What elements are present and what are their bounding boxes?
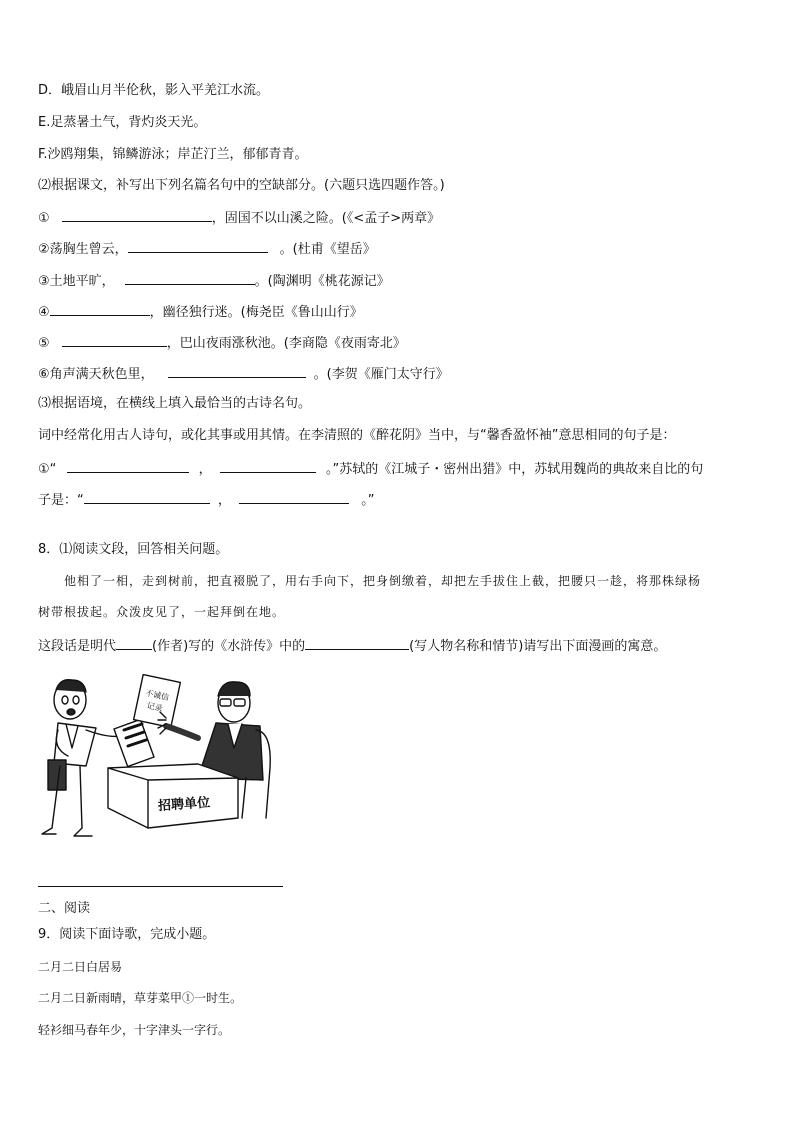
plot-blank[interactable] [305,635,409,650]
fill-item-1: ① ，固国不以山溪之险。(《<孟子>两章》 [38,207,440,228]
option-e: E.足蒸暑土气，背灼炎天光。 [38,115,207,130]
passage-line-2: 树带根拔起。众泼皮见了，一起拜倒在地。 [38,605,286,619]
question-3-context: 词中经常化用古人诗句，或化其事或用其情。在李清照的《醉花阴》当中，与“馨香盈怀袖”意思相同的句子是： [38,428,676,443]
fill-item-6: ⑥角声满天秋色里， 。(李贺《雁门太守行》 [38,363,449,384]
answer-blank[interactable] [84,489,210,504]
option-f: F.沙鸥翔集，锦鳞游泳；岸芷汀兰，郁郁青青。 [38,147,308,162]
answer-blank[interactable] [50,301,150,316]
fill-item-quote-1: ①“ ， 。”苏轼的《江城子・密州出猎》中，苏轼用魏尚的典故来自比的句 [38,458,703,479]
author-blank[interactable] [116,635,152,650]
fill-item-3: ③土地平旷， 。(陶渊明《桃花源记》 [38,270,390,291]
fill-item-4: ④ ，幽径独行迷。(梅尧臣《鲁山山行》 [38,301,363,322]
desk-label: 招聘单位 [157,795,211,815]
record-paper-text-1: 不诚信 [144,688,170,703]
question-2-instruction: ⑵根据课文，补写出下列名篇名句中的空缺部分。(六题只选四题作答。) [38,178,445,193]
answer-blank[interactable] [220,458,316,473]
option-d: D．峨眉山月半伦秋，影入平羌江水流。 [38,83,270,98]
record-paper-text-2: 记录 [145,701,164,714]
section-heading-reading: 二、阅读 [38,901,91,916]
cartoon-illustration [38,668,273,848]
answer-blank[interactable] [62,207,212,222]
answer-blank[interactable] [62,332,167,347]
passage-line-1: 他相了一相，走到树前，把直裰脱了，用右手向下，把身倒缴着，却把左手拔住上截，把腰只一趁，将那株绿杨 [64,574,702,588]
section-divider [38,886,283,887]
answer-blank[interactable] [67,458,189,473]
answer-blank[interactable] [125,270,255,285]
answer-blank[interactable] [239,489,349,504]
poem-title: 二月二日白居易 [38,960,123,974]
question-3-instruction: ⑶根据语境，在横线上填入最恰当的古诗名句。 [38,396,312,411]
poem-line-2: 轻衫细马春年少，十字津头一字行。 [38,1023,231,1037]
answer-blank[interactable] [128,238,268,253]
poem-line-1: 二月二日新雨晴，草芽菜甲①一时生。 [38,991,243,1005]
question-8-heading: 8．⑴阅读文段，回答相关问题。 [38,542,229,557]
fill-item-quote-2: 子是：“ ， 。” [38,489,374,510]
record-paper [134,675,181,728]
answer-blank[interactable] [168,363,306,378]
question-8-prompt: 这段话是明代 (作者)写的《水浒传》中的 (写人物名称和情节)请写出下面漫画的寓意。 [38,635,666,656]
fill-item-2: ②荡胸生曾云， 。(杜甫《望岳》 [38,238,376,259]
question-9-heading: 9．阅读下面诗歌，完成小题。 [38,927,216,942]
fill-item-5: ⑤ ，巴山夜雨涨秋池。(李商隐《夜雨寄北》 [38,332,406,353]
